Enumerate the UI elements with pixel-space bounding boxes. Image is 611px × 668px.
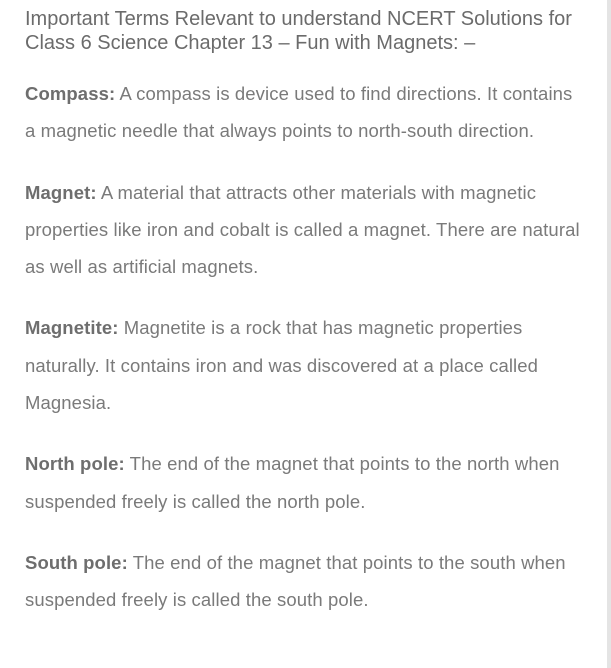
term-name: Compass:	[25, 83, 116, 104]
term-name: South pole:	[25, 551, 128, 573]
term-definition: The end of the magnet that points to the south when suspended freely is called the south pole.	[25, 551, 566, 611]
article-content	[25, 8, 585, 643]
term-definition: A compass is device used to find directions. It contains a magnetic needle that always points to north-south direction.	[25, 83, 573, 142]
term-magnet	[25, 174, 585, 286]
term-compass	[25, 75, 585, 150]
term-north-pole	[25, 445, 585, 520]
term-name: Magnet:	[25, 181, 97, 203]
term-name: Magnetite:	[25, 317, 119, 339]
term-definition: The end of the magnet that points to the north when suspended freely is called the north pole.	[25, 453, 560, 512]
page-edge-divider	[607, 0, 611, 668]
terms-list	[25, 75, 585, 619]
term-name: North pole:	[25, 453, 125, 475]
section-heading: Important Terms Relevant to understand NCERT Solutions for Class 6 Science Chapter 13 – Fun with Magnets: –	[25, 8, 572, 54]
term-magnetite	[25, 309, 585, 421]
term-definition: A material that attracts other materials with magnetic properties like iron and cobalt is called a magnet. There are natural as well as artificial magnets.	[25, 181, 580, 278]
term-south-pole	[25, 544, 585, 619]
term-definition: Magnetite is a rock that has magnetic properties naturally. It contains iron and was discovered at a place called Magnesia.	[25, 317, 539, 414]
